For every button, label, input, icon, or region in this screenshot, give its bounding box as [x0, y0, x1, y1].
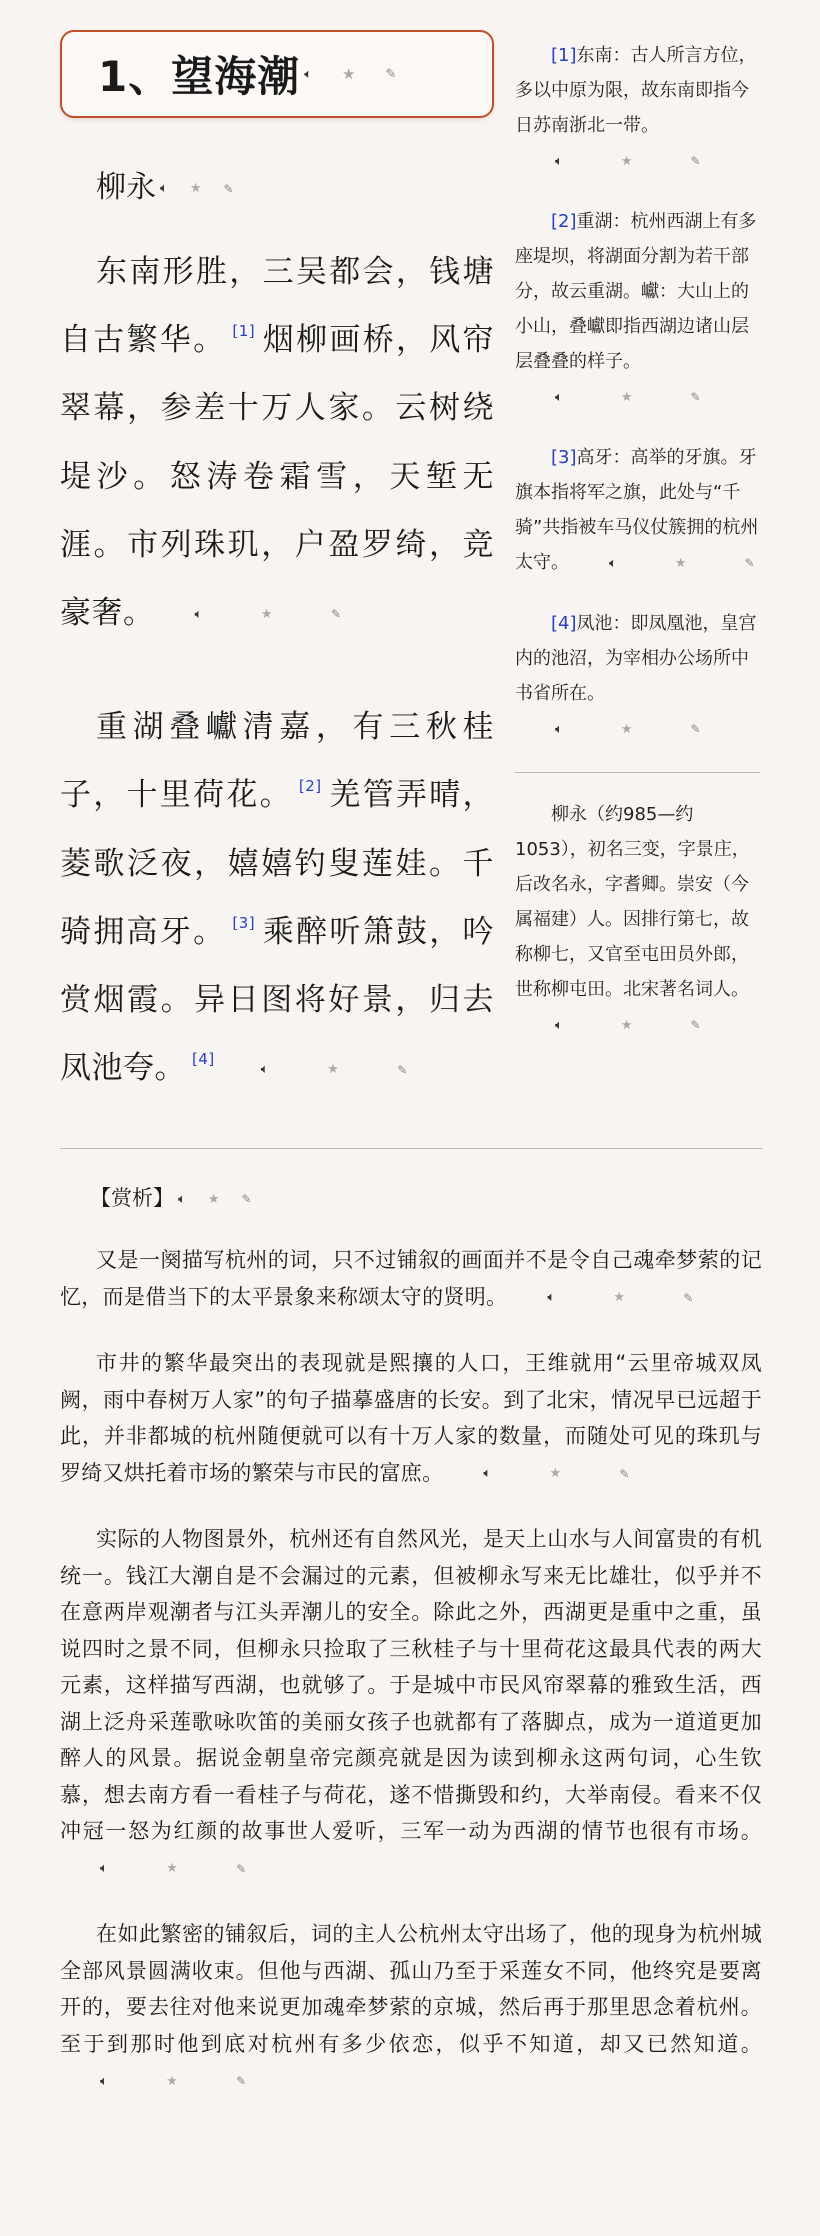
star-icon[interactable]: ★: [620, 389, 633, 405]
note-actions: [515, 155, 701, 168]
note-number[interactable]: [4]: [551, 613, 577, 634]
footnote-ref-3[interactable]: [3]: [232, 913, 256, 932]
analysis-paragraph: [60, 1242, 762, 1315]
star-icon[interactable]: ★: [207, 1191, 220, 1207]
pencil-icon[interactable]: ✎: [690, 390, 701, 404]
analysis-paragraph: [60, 1916, 762, 2099]
pencil-icon[interactable]: ✎: [690, 722, 701, 736]
poem-stanza-2: [60, 693, 494, 1102]
stanza-actions: [155, 608, 342, 621]
note-actions: [515, 391, 701, 404]
analysis-paragraph: [60, 1345, 762, 1491]
speaker-icon[interactable]: 🔈︎: [178, 1191, 186, 1207]
note-number[interactable]: [3]: [551, 447, 577, 468]
star-icon[interactable]: ★: [166, 1861, 179, 1876]
footnote-ref-1[interactable]: [1]: [232, 322, 256, 341]
poem-title: 1、望海潮: [98, 52, 301, 101]
paragraph-actions: [507, 1291, 693, 1304]
star-icon[interactable]: ★: [260, 606, 273, 622]
note-item: [515, 440, 760, 580]
note-number[interactable]: [1]: [551, 45, 577, 66]
author-actions: [156, 182, 234, 195]
author-bio: [515, 797, 760, 1042]
star-icon[interactable]: ★: [549, 1466, 562, 1481]
note-text: 东南：古人所言方位，多以中原为限，故东南即指今日苏南浙北一带。: [515, 45, 757, 136]
poem-stanza-1: [60, 238, 494, 647]
pencil-icon[interactable]: ✎: [241, 1192, 252, 1206]
author-bio-text: 柳永（约985—约1053），初名三变，字景庄，后改名永，字耆卿。崇安（今属福建）人。因排行第七，故称柳七，又官至屯田员外郎，世称柳屯田。北宋著名词人。: [515, 804, 750, 1000]
speaker-icon[interactable]: 🔈︎: [555, 721, 563, 737]
note-item: [515, 38, 760, 178]
analysis-paragraph: [60, 1521, 762, 1886]
poem-line: 羌管弄晴，菱歌泛夜，嬉嬉钓叟莲娃。千骑拥高牙。: [60, 777, 495, 950]
analysis-text: 实际的人物图景外，杭州还有自然风光，是天上山水与人间富贵的有机统一。钱江大潮自是不会漏过的元素，但被柳永写来无比雄壮，似乎并不在意两岸观潮者与江头弄潮儿的安全。除此之外，西湖更是重中之重，虽说四时之景不同，但柳永只捡取了三秋桂子与十里荷花这最具代表的两大元素，这样描写西湖，也就够了。于是城中市民风帘翠幕的雅致生活，西湖上泛舟采莲歌咏吹笛的美丽女孩子也就都有了落脚点，成为一道道更加醉人的风景。据说金朝皇帝完颜亮就是因为读到柳永这两句词，心生钦慕，想去南方看一看桂子与荷花，遂不惜撕毁和约，大举南侵。看来不仅冲冠一怒为红颜的故事世人爱听，三军一动为西湖的情节也很有市场。: [60, 1527, 762, 1843]
footnote-ref-4[interactable]: [4]: [192, 1050, 215, 1069]
note-text: 重湖：杭州西湖上有多座堤坝，将湖面分割为若干部分，故云重湖。巘：大山上的小山，叠巘即指西湖边诸山层层叠叠的样子。: [515, 211, 757, 372]
pencil-icon[interactable]: ✎: [683, 1290, 694, 1305]
pencil-icon[interactable]: ✎: [330, 607, 342, 622]
star-icon[interactable]: ★: [674, 555, 687, 571]
star-icon[interactable]: ★: [327, 1062, 340, 1078]
pencil-icon[interactable]: ✎: [619, 1466, 630, 1481]
notes-column: [515, 38, 760, 1042]
speaker-icon[interactable]: 🔈︎: [304, 66, 313, 82]
heading-actions: [174, 1193, 252, 1206]
speaker-icon[interactable]: 🔈︎: [260, 1062, 270, 1078]
star-icon[interactable]: ★: [620, 153, 633, 169]
pencil-icon[interactable]: ✎: [385, 66, 397, 82]
notes-divider: [515, 772, 760, 773]
pencil-icon[interactable]: ✎: [690, 1018, 701, 1032]
speaker-icon[interactable]: 🔈︎: [547, 1290, 556, 1305]
note-number[interactable]: [2]: [551, 211, 577, 232]
star-icon[interactable]: ★: [613, 1290, 626, 1305]
analysis-text: 市井的繁华最突出的表现就是熙攘的人口，王维就用“云里帝城双凤阙，雨中春树万人家”的句子描摹盛唐的长安。到了北宋，情况早已远超于此，并非都城的杭州随便就可以有十万人家的数量，而随处可见的珠玑与罗绮又烘托着市场的繁荣与市民的富庶。: [60, 1351, 762, 1485]
speaker-icon[interactable]: 🔈︎: [100, 1861, 109, 1876]
analysis-section: [60, 1180, 762, 2099]
paragraph-actions: [443, 1467, 629, 1480]
poem-column: [60, 30, 494, 1102]
poem-line: 烟柳画桥，风帘翠幕，参差十万人家。云树绕堤沙。怒涛卷霜雪，天堑无涯。市列珠玑，户盈罗绮，竞豪奢。: [60, 322, 495, 631]
pencil-icon[interactable]: ✎: [690, 154, 701, 168]
poem-title-box: [60, 30, 494, 118]
star-icon[interactable]: ★: [342, 64, 356, 83]
analysis-text: 又是一阕描写杭州的词，只不过铺叙的画面并不是令自己魂牵梦萦的记忆，而是借当下的太平景象来称颂太守的贤明。: [60, 1248, 762, 1309]
note-text: 凤池：即凤凰池，皇宫内的池沼，为宰相办公场所中书省所在。: [515, 613, 757, 704]
speaker-icon[interactable]: 🔈︎: [100, 2073, 109, 2089]
note-item: [515, 204, 760, 414]
note-item: [515, 606, 760, 746]
pencil-icon[interactable]: ✎: [236, 2074, 247, 2088]
note-actions: [569, 557, 755, 570]
paragraph-actions: [60, 2075, 246, 2088]
poem-line: 东南形胜，三吴都会，钱塘自古繁华。: [60, 254, 494, 359]
analysis-heading-line: [60, 1180, 762, 1216]
stanza-actions: [221, 1063, 408, 1076]
speaker-icon[interactable]: 🔈︎: [555, 1017, 563, 1033]
speaker-icon[interactable]: 🔈︎: [483, 1466, 492, 1481]
star-icon[interactable]: ★: [166, 2073, 179, 2089]
note-actions: [515, 723, 701, 736]
title-actions: [300, 64, 397, 83]
speaker-icon[interactable]: 🔈︎: [160, 181, 168, 196]
poem-author: 柳永: [96, 170, 156, 205]
note-text: 高牙：高举的牙旗。牙旗本指将军之旗，此处与“千骑”共指被车马仪仗簇拥的杭州太守。: [515, 447, 759, 573]
poem-author-line: [60, 168, 494, 208]
footnote-ref-2[interactable]: [2]: [298, 777, 322, 796]
speaker-icon[interactable]: 🔈︎: [555, 153, 563, 169]
paragraph-actions: [60, 1862, 246, 1875]
star-icon[interactable]: ★: [189, 181, 202, 196]
analysis-text: 在如此繁密的铺叙后，词的主人公杭州太守出场了，他的现身为杭州城全部风景圆满收束。但他与西湖、孤山乃至于采莲女不同，他终究是要离开的，要去往对他来说更加魂牵梦萦的京城，然后再于那里思念着杭州。至于到那时他到底对杭州有多少依恋，似乎不知道，却又已然知道。: [60, 1922, 762, 2056]
star-icon[interactable]: ★: [620, 1017, 633, 1033]
pencil-icon[interactable]: ✎: [236, 1861, 247, 1876]
speaker-icon[interactable]: 🔈︎: [609, 555, 617, 571]
speaker-icon[interactable]: 🔈︎: [555, 389, 563, 405]
pencil-icon[interactable]: ✎: [397, 1062, 408, 1077]
poem-line: 重湖叠巘清嘉，有三秋桂子，十里荷花。: [60, 709, 494, 814]
analysis-heading: 【赏析】: [90, 1186, 174, 1210]
star-icon[interactable]: ★: [620, 721, 633, 737]
bio-actions: [515, 1019, 701, 1032]
speaker-icon[interactable]: 🔈︎: [194, 606, 203, 622]
pencil-icon[interactable]: ✎: [744, 556, 755, 570]
poem-line: 乘醉听箫鼓，吟赏烟霞。异日图将好景，归去凤池夸。: [60, 913, 495, 1087]
section-divider: [60, 1148, 762, 1149]
pencil-icon[interactable]: ✎: [223, 181, 234, 196]
